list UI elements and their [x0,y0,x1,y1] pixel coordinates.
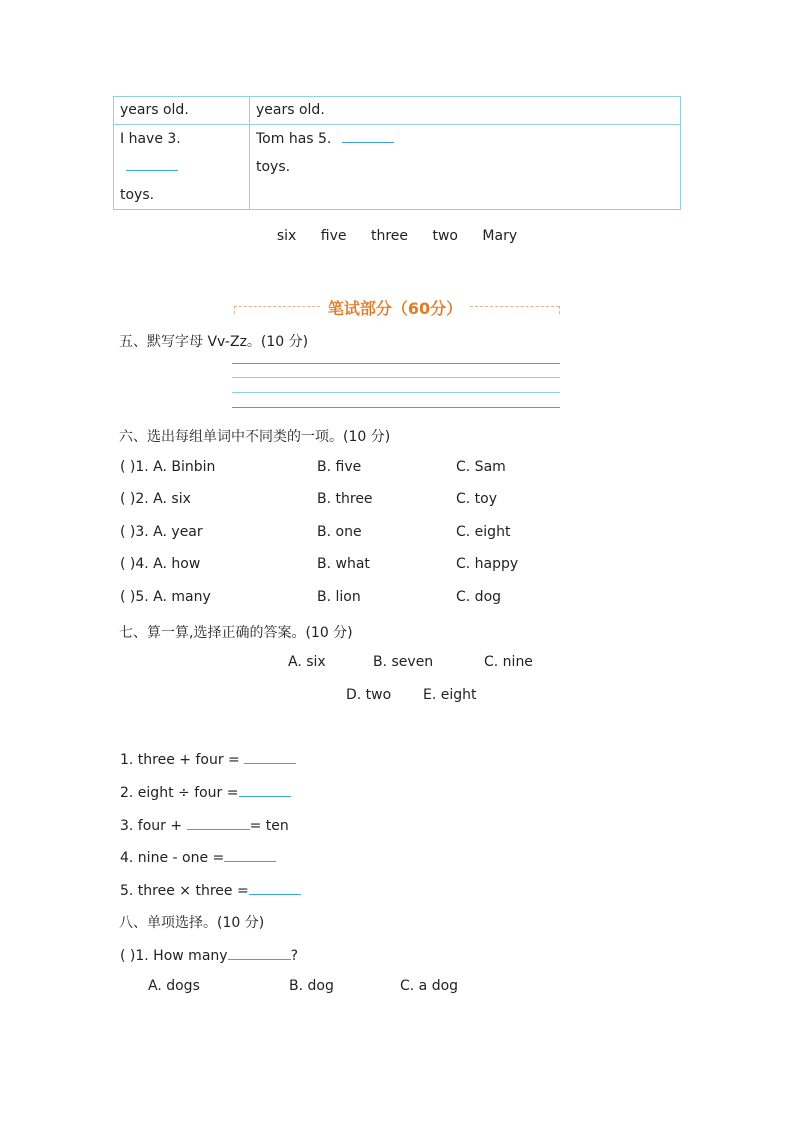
answer-option: B. seven [373,654,434,670]
option-c: C. toy [456,491,498,507]
answer-blank[interactable] [126,156,178,171]
problem-text: 4. nine - one = [120,850,225,866]
option-b: B. lion [317,589,361,605]
banner-divider [559,306,560,314]
math-problem [120,749,296,768]
question-number: ( )3. A. year [120,524,203,540]
mc-question [120,945,298,964]
problem-text: 2. eight ÷ four = [120,785,239,801]
answer-blank[interactable] [342,128,394,143]
math-problem [120,815,289,834]
cell-text: I have 3. [120,131,181,147]
problem-text: 5. three × three = [120,883,249,899]
option-c: C. eight [456,524,511,540]
word-bank-item: three [370,228,408,244]
question-number: ( )4. A. how [120,556,201,572]
answer-blank[interactable] [249,880,301,895]
section-title: 七、算一算,选择正确的答案。(10 分) [119,625,353,641]
banner-divider [234,306,235,314]
math-problem [120,847,276,866]
section-title: 五、默写字母 Vv-Zz。(10 分) [119,334,309,350]
option-b: B. dog [289,978,334,994]
question-number: ( )1. A. Binbin [120,459,216,475]
cell-text: toys. [120,187,155,203]
word-bank-item: two [432,228,458,244]
table-cell [114,125,250,210]
cell-text: Tom has 5. [256,131,332,147]
answer-option: E. eight [423,687,477,703]
table-cell: years old. [114,97,250,125]
table-cell [250,125,681,210]
answer-option: A. six [288,654,326,670]
table-cell: years old. [250,97,681,125]
answer-table [113,96,681,210]
writing-line [232,363,560,364]
answer-blank[interactable] [187,815,250,830]
word-bank-item: Mary [482,228,518,244]
table-row [114,125,681,210]
problem-text: = ten [249,818,289,834]
cell-text: toys. [256,159,291,175]
option-c: C. a dog [400,978,459,994]
answer-blank[interactable] [239,782,291,797]
option-b: B. one [317,524,362,540]
option-c: C. dog [456,589,502,605]
answer-blank[interactable] [228,945,291,960]
math-problem [120,880,301,899]
problem-text: 3. four + [120,818,187,834]
writing-line [232,392,560,393]
word-bank-item: six [276,228,297,244]
answer-blank[interactable] [244,749,296,764]
math-problem [120,782,291,801]
writing-line [232,407,560,408]
question-number: ( )5. A. many [120,589,211,605]
option-b: B. what [317,556,370,572]
option-c: C. happy [456,556,519,572]
answer-option: C. nine [484,654,533,670]
question-text: ( )1. How many [120,948,228,964]
banner-divider [470,306,559,307]
section-title: 八、单项选择。(10 分) [119,915,265,931]
word-bank-item: five [320,228,347,244]
writing-line [232,377,560,378]
option-b: B. three [317,491,373,507]
option-c: C. Sam [456,459,506,475]
question-number: ( )2. A. six [120,491,191,507]
option-a: A. dogs [148,978,200,994]
problem-text: 1. three + four = [120,752,245,768]
word-bank [0,228,794,244]
answer-blank[interactable] [224,847,276,862]
banner-divider [234,306,320,307]
section-title: 六、选出每组单词中不同类的一项。(10 分) [119,429,391,445]
answer-option: D. two [346,687,392,703]
section-banner: 笔试部分（60分） [327,299,463,318]
option-b: B. five [317,459,362,475]
question-text: ? [290,948,298,964]
table-row [114,97,681,125]
